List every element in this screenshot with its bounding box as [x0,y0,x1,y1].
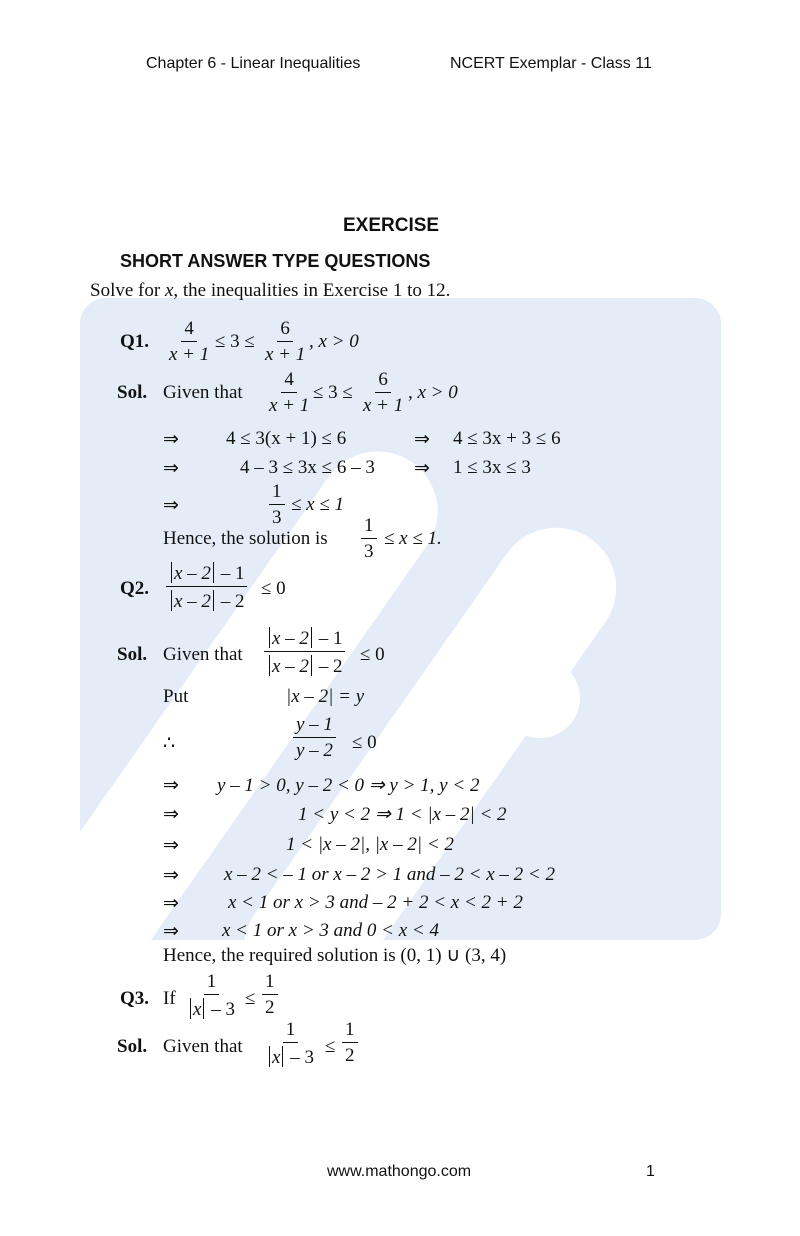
q2-step1: y – 1 > 0, y – 2 < 0 ⇒ y > 1, y < 2 [217,775,480,796]
q1-hence-fraction: $\frac{1}{3}$ [361,516,377,561]
implies-icon: ⇒ [163,495,179,516]
implies-icon: ⇒ [163,458,179,479]
q1-fraction-right: $\frac{6}{x + 1}$ [265,318,306,365]
q3-fraction: $\frac{1}{x - 3}$ [185,972,238,1019]
q1-step2a: 4 – 3 ≤ 3x ≤ 6 – 3 [240,457,375,478]
q1-sol-condition: , x > 0 [408,382,458,403]
q1-step1a: 4 ≤ 3(x + 1) ≤ 6 [226,428,347,449]
q2-sol-le0: ≤ 0 [360,644,385,665]
exercise-title: EXERCISE [343,215,440,236]
q3-half: $\frac{1}{2}$ [262,972,278,1017]
header-chapter: Chapter 6 - Linear Inequalities [146,55,361,72]
q1-sol-label: Sol. [117,382,148,403]
q1-sol-fraction-right: $\frac{6}{x + 1}$ [363,369,404,416]
q3-if: If [163,988,176,1009]
q3-sol-half: $\frac{1}{2}$ [342,1020,358,1065]
q2-sol-label: Sol. [117,644,148,665]
q1-label: Q1. [120,331,150,352]
q2-le0: ≤ 0 [261,578,286,599]
implies-icon: ⇒ [414,429,430,450]
implies-icon: ⇒ [163,775,179,796]
q2-sol-fraction: $\frac{x - 2 - 1}{x - 2 - 2}$ [264,627,345,676]
q2-hence: Hence, the required solution is (0, 1) ∪ (3, 4) [163,945,507,966]
q2-step3: 1 < |x – 2|, |x – 2| < 2 [286,834,454,855]
footer-url[interactable]: www.mathongo.com [327,1163,472,1180]
q1-step1b: 4 ≤ 3x + 3 ≤ 6 [453,428,561,449]
q1-hence-tail: ≤ x ≤ 1. [384,528,442,549]
q1-step3-fraction: $\frac{1}{3}$ [269,482,285,527]
q2-put-expr: |x – 2| = y [286,686,365,707]
q1-sol-fraction-left: $\frac{4}{x + 1}$ [269,369,310,416]
q3-given: Given that [163,1036,243,1057]
instruction: Solve for x, the inequalities in Exercise 1 to 12. [90,280,451,301]
q1-step3: ≤ x ≤ 1 [291,494,345,515]
q3-sol-fraction: $\frac{1}{x - 3}$ [264,1020,317,1067]
q2-y-le0: ≤ 0 [352,732,377,753]
q3-sol-label: Sol. [117,1036,148,1057]
q1-fraction-left: $\frac{4}{x + 1}$ [169,318,210,365]
q2-step4: x – 2 < – 1 or x – 2 > 1 and – 2 < x – 2 < 2 [224,864,555,885]
q1-condition: , x > 0 [309,331,359,352]
section-heading: SHORT ANSWER TYPE QUESTIONS [120,251,431,271]
therefore-icon: ∴ [163,733,176,754]
q3-sol-le: ≤ [325,1036,336,1057]
q2-step2: 1 < y < 2 ⇒ 1 < |x – 2| < 2 [298,804,507,825]
q1-middle: ≤ 3 ≤ [215,331,255,352]
q2-fraction: $\frac{x - 2 - 1}{x - 2 - 2}$ [166,562,247,611]
q3-le: ≤ [245,988,256,1009]
implies-icon: ⇒ [414,458,430,479]
q3-label: Q3. [120,988,150,1009]
header-book: NCERT Exemplar - Class 11 [450,55,652,72]
implies-icon: ⇒ [163,804,179,825]
q2-y-fraction: $\frac{y - 1}{y - 2}$ [293,715,336,760]
implies-icon: ⇒ [163,865,179,886]
q2-given: Given that [163,644,243,665]
q1-given: Given that [163,382,243,403]
q2-step5: x < 1 or x > 3 and – 2 + 2 < x < 2 + 2 [228,892,523,913]
implies-icon: ⇒ [163,835,179,856]
q1-sol-middle: ≤ 3 ≤ [313,382,353,403]
q2-put: Put [163,686,189,707]
q1-hence: Hence, the solution is [163,528,328,549]
implies-icon: ⇒ [163,893,179,914]
q1-step2b: 1 ≤ 3x ≤ 3 [453,457,531,478]
q2-step6: x < 1 or x > 3 and 0 < x < 4 [222,920,439,941]
implies-icon: ⇒ [163,429,179,450]
q2-label: Q2. [120,578,150,599]
implies-icon: ⇒ [163,921,179,942]
page-number: 1 [646,1163,655,1180]
